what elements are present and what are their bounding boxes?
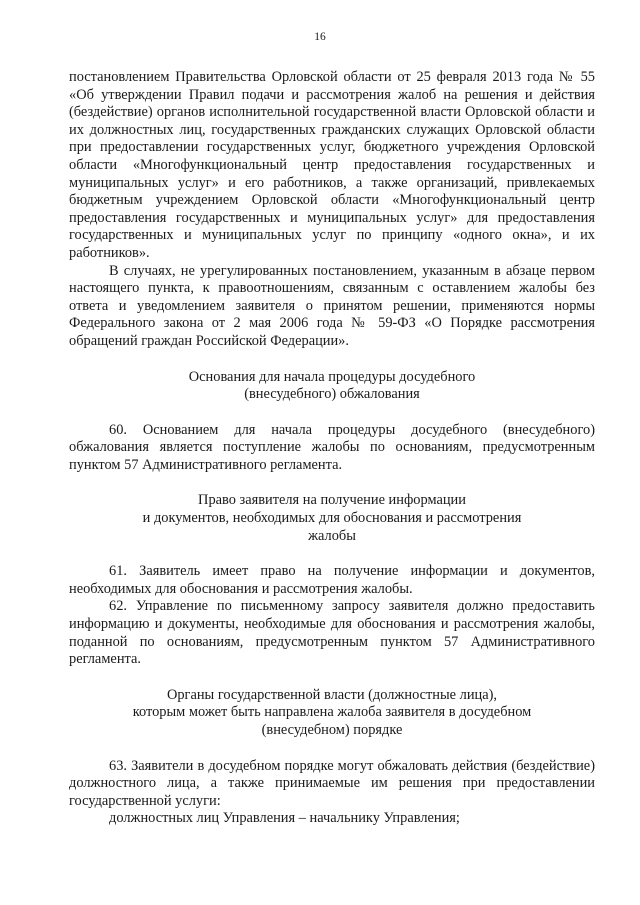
heading-line: Право заявителя на получение информации: [198, 492, 466, 509]
heading-line: и документов, необходимых для обоснования и рассмотрения: [142, 510, 522, 527]
paragraph-61: 61. Заявитель имеет право на получение информации и документов, необходимых для обоснования и рассмотрения жалобы.: [69, 563, 595, 597]
section-heading-right: [69, 492, 595, 545]
paragraph-intro: постановлением Правительства Орловской области от 25 февраля 2013 года № 55 «Об утверждении Правил подачи и рассмотрения жалоб на решения и действия (бездействие) органов исполнительной государственной власти Орловской области и их должностных лиц, государственных гражданских служащих Орловской области при предоставлении государственных услуг, бюджетного учреждения Орловской области «Многофункциональный центр предоставления государственных и муниципальных услуг» и его работников, а также организаций, привлекаемых бюджетным учреждением Орловской области «Многофункциональный центр предоставления государственных и муниципальных услуг» для предоставления государственных и муниципальных услуг по принципу «одного окна», и их работников».: [69, 69, 595, 261]
heading-line: которым может быть направлена жалоба заявителя в досудебном: [132, 704, 532, 721]
paragraph-cases: В случаях, не урегулированных постановлением, указанным в абзаце первом настоящего пункта, к правоотношениям, связанным с оставлением жалобы без ответа и уведомлением заявителя о принятом решении, применяются нормы Федерального закона от 2 мая 2006 года № 59-ФЗ «О Порядке рассмотрения обращений граждан Российской Федерации».: [69, 262, 595, 349]
heading-line: (внесудебного) обжалования: [244, 386, 420, 403]
paragraph-63-item: должностных лиц Управления – начальнику Управления;: [109, 810, 460, 827]
page-number: 16: [314, 31, 326, 43]
heading-line: (внесудебном) порядке: [261, 722, 403, 738]
document-body: [69, 69, 595, 828]
section-heading-bodies: [69, 687, 595, 740]
heading-line: жалобы: [308, 527, 356, 544]
paragraph-60: 60. Основанием для начала процедуры досудебного (внесудебного) обжалования является поступление жалобы по основаниям, предусмотренным пунктом 57 Административного регламента.: [69, 421, 595, 473]
paragraph-63: 63. Заявители в досудебном порядке могут обжаловать действия (бездействие) должностного лица, а также принимаемые им решения при предоставлении государственной услуги:: [69, 757, 595, 809]
heading-line: Основания для начала процедуры досудебного: [188, 368, 476, 385]
section-heading-grounds: [69, 369, 595, 404]
heading-line: Органы государственной власти (должностные лица),: [166, 686, 498, 703]
paragraph-62: 62. Управление по письменному запросу заявителя должно предоставить информацию и документы, необходимые для обоснования и рассмотрения жалобы, поданной по основаниям, предусмотренным пунктом 57 Административного регламента.: [69, 598, 595, 668]
